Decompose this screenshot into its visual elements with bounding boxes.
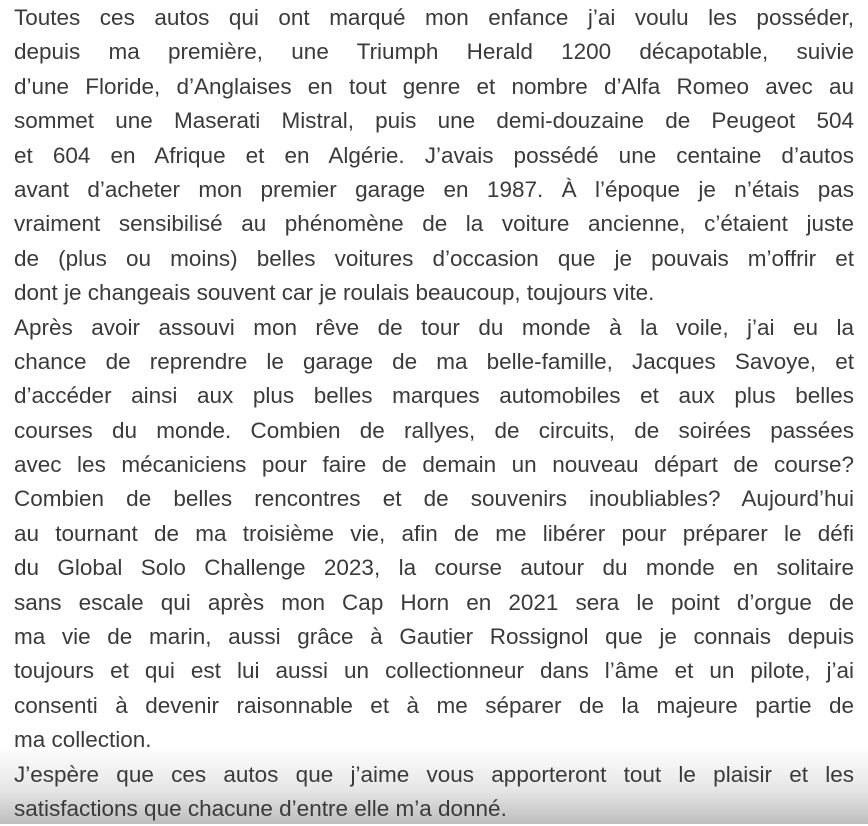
text-line: depuis ma première, une Triumph Herald 1200 décapotable, suivie (14, 39, 854, 65)
text-line: courses du monde. Combien de rallyes, de circuits, de soirées passées (14, 417, 854, 443)
text-line: du Global Solo Challenge 2023, la course autour du monde en solitaire (14, 555, 854, 581)
document-text (14, 1, 854, 826)
text-line: d’accéder ainsi aux plus belles marques automobiles et aux plus belles (14, 383, 854, 409)
text-line: toujours et qui est lui aussi un collectionneur dans l’âme et un pilote, j’ai (14, 658, 854, 684)
text-line: et 604 en Afrique et en Algérie. J’avais possédé une centaine d’autos (14, 142, 854, 168)
text-line: ma collection. (14, 727, 152, 753)
text-line: consenti à devenir raisonnable et à me séparer de la majeure partie de (14, 692, 854, 718)
text-line: d’une Floride, d’Anglaises en tout genre et nombre d’Alfa Romeo avec au (14, 73, 854, 99)
paragraph (14, 1, 854, 311)
text-line: de (plus ou moins) belles voitures d’occasion que je pouvais m’offrir et (14, 245, 854, 271)
text-line: Après avoir assouvi mon rêve de tour du monde à la voile, j’ai eu la (14, 314, 854, 340)
paragraph (14, 311, 854, 758)
text-line: sommet une Maserati Mistral, puis une demi-douzaine de Peugeot 504 (14, 108, 854, 134)
text-line: ma vie de marin, aussi grâce à Gautier Rossignol que je connais depuis (14, 624, 854, 650)
text-line: dont je changeais souvent car je roulais beaucoup, toujours vite. (14, 280, 655, 306)
text-line: vraiment sensibilisé au phénomène de la voiture ancienne, c’étaient juste (14, 211, 854, 237)
text-line: avant d’acheter mon premier garage en 1987. À l’époque je n’étais pas (14, 176, 854, 202)
text-line: Combien de belles rencontres et de souvenirs inoubliables? Aujourd’hui (14, 486, 854, 512)
text-line: sans escale qui après mon Cap Horn en 2021 sera le point d’orgue de (14, 589, 854, 615)
text-line: chance de reprendre le garage de ma belle-famille, Jacques Savoye, et (14, 348, 854, 374)
paragraph (14, 758, 854, 826)
text-line: satisfactions que chacune d’entre elle m’a donné. (14, 795, 507, 821)
text-line: au tournant de ma troisième vie, afin de me libérer pour préparer le défi (14, 520, 854, 546)
text-line: J’espère que ces autos que j’aime vous apporteront tout le plaisir et les (14, 761, 854, 787)
text-line: Toutes ces autos qui ont marqué mon enfance j’ai voulu les posséder, (14, 5, 854, 30)
text-line: avec les mécaniciens pour faire de demain un nouveau départ de course? (14, 452, 854, 478)
